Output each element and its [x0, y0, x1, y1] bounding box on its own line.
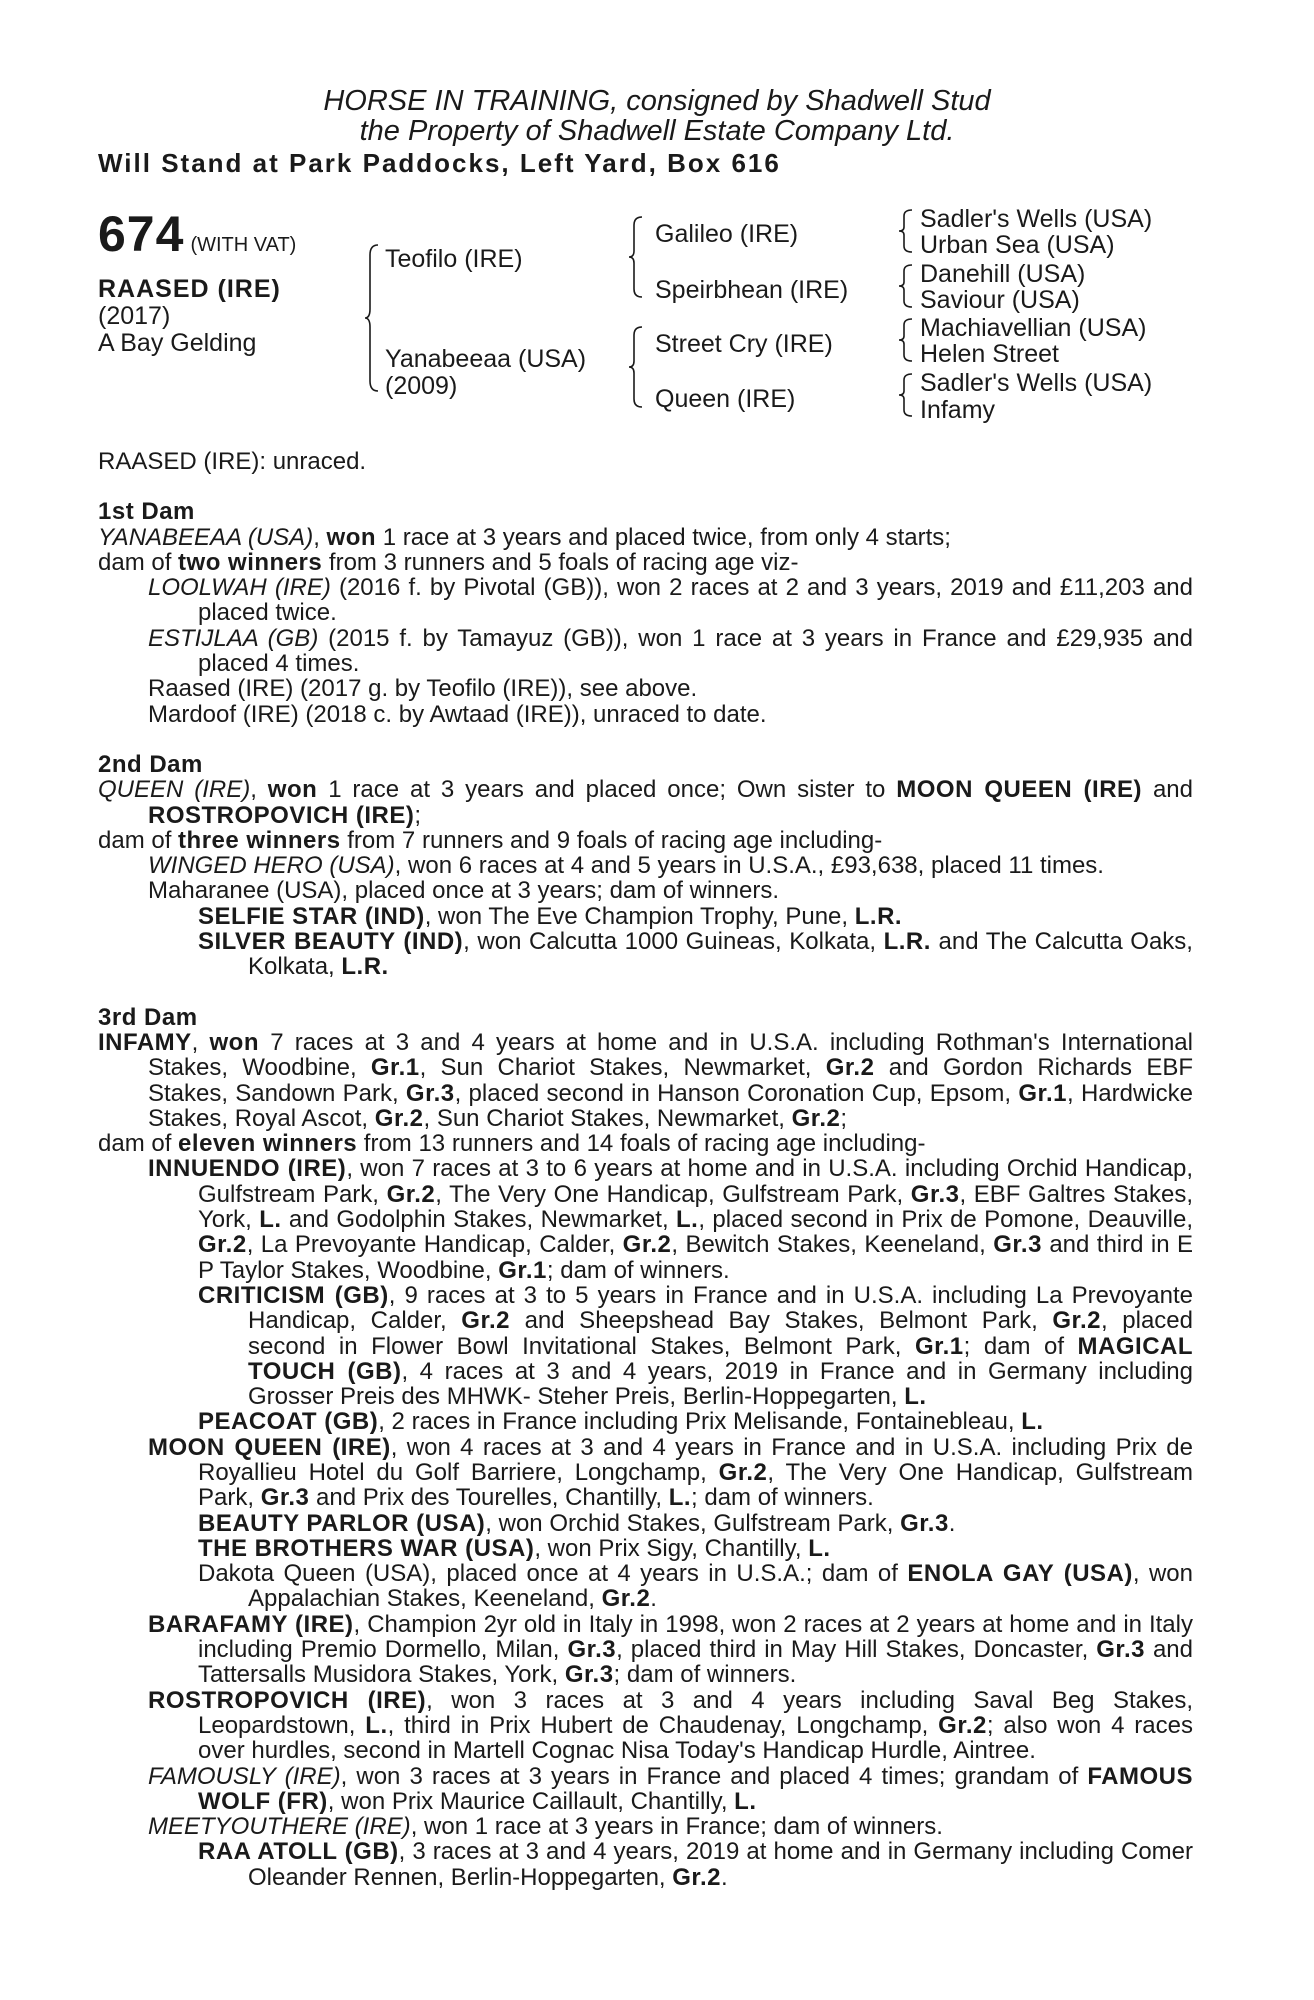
horse-name: CRITICISM (GB) [198, 1281, 389, 1309]
race-grade: Gr.2 [601, 1585, 651, 1613]
pedigree-dam-sire: Street Cry (IRE) [655, 330, 833, 358]
text: , won Prix Maurice Caillault, Chantilly, [327, 1787, 735, 1815]
pedigree-brace-g1 [898, 208, 914, 254]
winners-count: three winners [178, 826, 341, 854]
produce-entry: Maharanee (USA), placed once at 3 years; dam of winners. [148, 877, 779, 905]
header-line-1: HORSE IN TRAINING, consigned by Shadwell Stud [323, 85, 991, 117]
race-grade: Gr.1 [498, 1256, 547, 1284]
race-grade: Gr.3 [1096, 1636, 1145, 1664]
horse-name: SILVER BEAUTY (IND) [198, 928, 464, 956]
race-grade: L. [904, 1383, 927, 1411]
dam-name: INFAMY [98, 1028, 192, 1056]
horse-name: MOON QUEEN (IRE) [148, 1433, 391, 1461]
third-dam-produce [98, 1131, 1193, 1156]
horse-description: A Bay Gelding [98, 329, 257, 357]
text: , Hardwicke Stakes, Royal Ascot, [148, 1079, 1193, 1132]
pedigree-brace-dam [628, 325, 644, 409]
text: Dakota Queen (USA), placed once at 4 years in U.S.A.; dam of [198, 1560, 908, 1588]
pedigree-sire: Teofilo (IRE) [385, 245, 523, 273]
produce-entry: Mardoof (IRE) (2018 c. by Awtaad (IRE)), unraced to date. [148, 700, 767, 728]
horse-name: SELFIE STAR (IND) [198, 902, 425, 930]
race-grade: Gr.3 [567, 1636, 617, 1664]
pedigree-brace-g3 [898, 317, 914, 363]
text: , EBF Galtres Stakes, York, [198, 1180, 1193, 1234]
race-grade: Gr.2 [386, 1180, 436, 1208]
text: , won Appalachian Stakes, Keeneland, [248, 1560, 1193, 1613]
pedigree-dam-year: (2009) [385, 372, 458, 400]
produce-entry [198, 1839, 1193, 1890]
horse-name: MOON QUEEN (IRE) [896, 776, 1143, 804]
produce-entry [148, 1688, 1193, 1764]
won-label: won [326, 523, 377, 551]
produce-entry [148, 853, 1193, 878]
race-grade: Gr.2 [622, 1231, 672, 1259]
text: dam of [98, 1130, 179, 1158]
race-grade: Gr.1 [1018, 1079, 1068, 1107]
race-grade: Gr.3 [564, 1661, 614, 1689]
text: and The Calcutta Oaks, Kolkata, [248, 928, 1193, 981]
pedigree-g6: Helen Street [920, 340, 1059, 368]
horse-name: RAASED (IRE) [98, 275, 281, 303]
pedigree-sire-sire: Galileo (IRE) [655, 220, 799, 248]
header-line-2: the Property of Shadwell Estate Company Ltd. [359, 115, 955, 147]
pedigree-dam: Yanabeeaa (USA) [385, 345, 587, 373]
race-grade: L. [365, 1711, 388, 1739]
text: , placed second in Hanson Coronation Cup, Epsom, [454, 1079, 1019, 1107]
text: , [250, 776, 268, 804]
race-grade: Gr.3 [900, 1509, 949, 1537]
pedigree-g8: Infamy [920, 396, 996, 424]
text: and Gordon Richards EBF Stakes, Sandown Park, [148, 1054, 1193, 1107]
race-grade: L. [668, 1484, 692, 1512]
pedigree-dam-dam: Queen (IRE) [655, 385, 796, 413]
produce-entry [148, 1764, 1193, 1815]
text: , 3 races at 3 and 4 years, 2019 at home and in Germany including Comer Oleander Rennen, Berlin-Hoppegarten, [248, 1838, 1193, 1891]
text: , won 4 races at 3 and 4 years in France and in U.S.A. including Prix de Royallieu Hotel du Golf Barriere, Longchamp, [198, 1433, 1193, 1486]
race-grade: L. [259, 1206, 282, 1234]
horse-year: (2017) [98, 302, 171, 330]
horse-name: LOOLWAH (IRE) [148, 574, 331, 602]
race-grade: Gr.1 [914, 1332, 964, 1360]
pedigree-g1: Sadler's Wells (USA) [920, 205, 1153, 233]
winners-count: two winners [178, 548, 323, 576]
produce-entry [198, 1561, 1193, 1612]
text: (2015 f. by Tamayuz (GB)), won 1 race at 3 years in France and £29,935 and placed 4 times. [198, 624, 1193, 678]
first-dam-record [98, 525, 1193, 550]
produce-entry [198, 1283, 1193, 1409]
produce-entry [148, 1156, 1193, 1282]
text: , won 3 races at 3 and 4 years including Saval Beg Stakes, Leopardstown, [198, 1686, 1193, 1739]
race-grade: L.R. [883, 928, 931, 956]
text: ; dam of winners. [546, 1256, 730, 1284]
pedigree-brace-sire [628, 215, 644, 299]
produce-entry: Raased (IRE) (2017 g. by Teofilo (IRE)), see above. [148, 675, 698, 703]
dam-name: QUEEN (IRE) [98, 776, 251, 804]
text: and Prix des Tourelles, Chantilly, [309, 1484, 669, 1512]
race-grade: L.R. [341, 953, 389, 981]
text: and third in E P Taylor Stakes, Woodbine, [198, 1231, 1193, 1284]
text: , won 3 races at 3 years in France and placed 4 times; grandam of [340, 1762, 1088, 1790]
text: , 9 races at 3 to 5 years in France and in U.S.A. including La Prevoyante Handicap, Calder, [248, 1281, 1194, 1335]
pedigree-sire-dam: Speirbhean (IRE) [655, 276, 849, 304]
text: , Bewitch Stakes, Keeneland, [671, 1231, 994, 1259]
dam-name: YANABEEAA (USA) [98, 523, 314, 551]
text: , won 6 races at 4 and 5 years in U.S.A., £93,638, placed 11 times. [394, 852, 1104, 880]
text: ; [414, 801, 422, 829]
race-grade: Gr.2 [198, 1231, 247, 1259]
text: 7 races at 3 and 4 years at home and in U.S.A. including Rothman's International Stakes, Woodbine, [148, 1028, 1193, 1082]
horse-name: ROSTROPOVICH (IRE) [148, 1686, 427, 1714]
race-grade: Gr.3 [260, 1484, 310, 1512]
horse-name: THE BROTHERS WAR (USA) [198, 1534, 535, 1562]
lot-number: 674 [98, 206, 185, 262]
produce-entry [148, 575, 1193, 626]
horse-name: BARAFAMY (IRE) [148, 1610, 354, 1638]
horse-name: WINGED HERO (USA) [148, 852, 395, 880]
text: , 4 races at 3 and 4 years, 2019 in France and in Germany including Grosser Preis des MHWK- Steher Preis, Berlin-Hoppegarten, [248, 1357, 1193, 1411]
produce-entry [198, 904, 1193, 929]
text: from 3 runners and 5 foals of racing age viz- [322, 548, 799, 576]
text: (2016 f. by Pivotal (GB)), won 2 races at 2 and 3 years, 2019 and £11,203 and placed twice. [198, 574, 1194, 627]
text: from 7 runners and 9 foals of racing age including- [340, 826, 883, 854]
text: , won Prix Sigy, Chantilly, [534, 1534, 809, 1562]
produce-entry [148, 1612, 1193, 1688]
produce-entry [198, 1511, 1193, 1536]
pedigree-notes [98, 449, 1193, 1890]
race-grade: Gr.3 [405, 1079, 455, 1107]
race-grade: L. [676, 1206, 699, 1234]
race-grade: Gr.2 [791, 1104, 841, 1132]
horse-name: FAMOUSLY (IRE) [148, 1762, 341, 1790]
pedigree-g4: Saviour (USA) [920, 286, 1080, 314]
produce-entry [148, 1435, 1193, 1511]
pedigree-brace-main [364, 243, 380, 393]
text: ; also won 4 races over hurdles, second in Martell Cognac Nisa Today's Handicap Hurdle, Aintree. [198, 1711, 1193, 1765]
pedigree-g3: Danehill (USA) [920, 260, 1086, 288]
won-label: won [267, 776, 318, 804]
race-grade: L. [1021, 1408, 1044, 1436]
won-label: won [209, 1028, 260, 1056]
text: , Champion 2yr old in Italy in 1998, won 2 races at 2 years at home and in Italy including Premio Dormello, Milan, [198, 1610, 1193, 1664]
text: and [1142, 776, 1193, 804]
horse-name: FAMOUS WOLF (FR) [198, 1762, 1194, 1815]
pedigree-g5: Machiavellian (USA) [920, 314, 1147, 342]
text: and Tattersalls Musidora Stakes, York, [198, 1636, 1194, 1689]
produce-entry [198, 1536, 1193, 1561]
race-grade: Gr.2 [374, 1104, 424, 1132]
text: from 13 runners and 14 foals of racing age including- [357, 1130, 926, 1158]
text: ; [840, 1104, 848, 1132]
race-grade: Gr.2 [938, 1711, 987, 1739]
horse-name: INNUENDO (IRE) [148, 1155, 347, 1183]
text: , The Very One Handicap, Gulfstream Park, [435, 1180, 911, 1208]
pedigree-brace-g4 [898, 372, 914, 418]
winners-count: eleven winners [178, 1130, 358, 1158]
horse-name: BEAUTY PARLOR (USA) [198, 1509, 486, 1537]
pedigree-g7: Sadler's Wells (USA) [920, 369, 1153, 397]
text: , 2 races in France including Prix Melisande, Fontainebleau, [378, 1408, 1022, 1436]
produce-entry [148, 626, 1193, 677]
text: 1 race at 3 years and placed once; Own sister to [317, 776, 897, 804]
race-grade: Gr.2 [1052, 1307, 1102, 1335]
text: dam of [98, 548, 179, 576]
race-grade: Gr.3 [910, 1180, 960, 1208]
text: , won 7 races at 3 to 6 years at home and in U.S.A. including Orchid Handicap, Gulfstream Park, [198, 1155, 1193, 1208]
text: and Godolphin Stakes, Newmarket, [281, 1206, 677, 1234]
header-line-3: Will Stand at Park Paddocks, Left Yard, Box 616 [98, 148, 781, 178]
horse-name: MAGICAL TOUCH (GB) [248, 1332, 1194, 1385]
produce-entry [198, 929, 1193, 980]
lot-block [98, 205, 296, 263]
text: , won Orchid Stakes, Gulfstream Park, [485, 1509, 901, 1537]
pedigree-g2: Urban Sea (USA) [920, 231, 1115, 259]
race-grade: Gr.2 [718, 1458, 768, 1486]
produce-entry [198, 1409, 1193, 1434]
race-grade: Gr.2 [825, 1054, 875, 1082]
race-grade: L.R. [854, 902, 903, 930]
text: , Sun Chariot Stakes, Newmarket, [423, 1104, 792, 1132]
race-grade: Gr.3 [993, 1231, 1042, 1259]
horse-name: ROSTROPOVICH (IRE) [148, 801, 415, 829]
text: , [313, 523, 327, 551]
text: ; dam of [963, 1332, 1078, 1360]
produce-entry [148, 1814, 1193, 1839]
text: , The Very One Handicap, Gulfstream Park, [198, 1458, 1193, 1512]
text: , placed second in Prix de Pomone, Deauville, [698, 1206, 1194, 1234]
race-grade: Gr.2 [672, 1863, 721, 1891]
text: , [191, 1028, 210, 1056]
text: , won Calcutta 1000 Guineas, Kolkata, [463, 928, 884, 956]
pedigree-brace-g2 [898, 263, 914, 309]
first-dam-produce [98, 550, 1193, 575]
second-dam-produce [98, 828, 1193, 853]
race-grade: L. [808, 1534, 831, 1562]
text: , won 1 race at 3 years in France; dam of winners. [410, 1813, 943, 1841]
race-grade: L. [734, 1787, 757, 1815]
third-dam-heading: 3rd Dam [98, 1003, 198, 1031]
text: . [720, 1863, 728, 1891]
text: , third in Prix Hubert de Chaudenay, Longchamp, [387, 1711, 939, 1739]
text: . [948, 1509, 956, 1537]
horse-name: RAA ATOLL (GB) [198, 1838, 399, 1866]
horse-name: PEACOAT (GB) [198, 1408, 379, 1436]
horse-name: ESTIJLAA (GB) [148, 624, 319, 652]
text: dam of [98, 826, 179, 854]
race-grade: Gr.2 [461, 1307, 510, 1335]
second-dam-heading: 2nd Dam [98, 750, 203, 778]
text: ; dam of winners. [691, 1484, 874, 1512]
race-summary: RAASED (IRE): unraced. [98, 448, 367, 475]
text: , placed third in May Hill Stakes, Doncaster, [616, 1636, 1097, 1664]
text: , placed second in Flower Bowl Invitational Stakes, Belmont Park, [248, 1307, 1194, 1360]
second-dam-record [98, 777, 1193, 828]
text: , La Prevoyante Handicap, Calder, [246, 1231, 623, 1259]
first-dam-heading: 1st Dam [98, 498, 195, 526]
lot-vat: (WITH VAT) [190, 234, 297, 256]
text: 1 race at 3 years and placed twice, from only 4 starts; [376, 523, 951, 551]
horse-name: MEETYOUTHERE (IRE) [148, 1813, 411, 1841]
text: , Sun Chariot Stakes, Newmarket, [419, 1054, 826, 1082]
text: ; dam of winners. [613, 1661, 797, 1689]
third-dam-record [98, 1030, 1193, 1131]
text: and Sheepshead Bay Stakes, Belmont Park, [509, 1307, 1053, 1335]
race-grade: Gr.1 [370, 1054, 420, 1082]
horse-name: ENOLA GAY (USA) [907, 1560, 1133, 1588]
text: , won The Eve Champion Trophy, Pune, [424, 902, 855, 930]
text: . [650, 1585, 657, 1613]
